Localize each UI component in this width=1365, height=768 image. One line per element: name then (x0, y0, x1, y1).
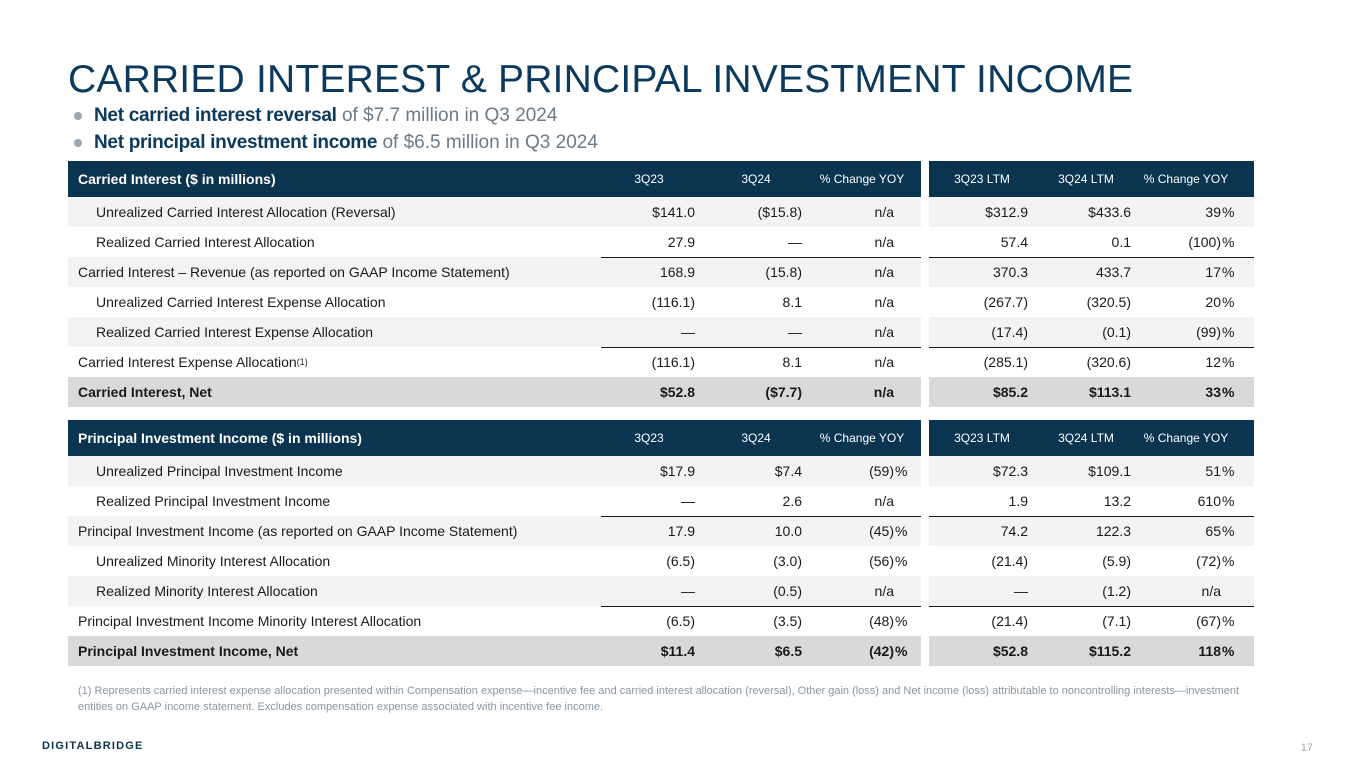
header-3q23: 3Q23 (634, 431, 664, 445)
table-row-total (68, 636, 1254, 666)
cell-3q24: 2.6 (782, 493, 802, 509)
cell-change: (56) % (869, 553, 908, 569)
cell-3q23: — (681, 583, 695, 599)
cell-3q24-ltm: (7.1) (1102, 613, 1131, 629)
page-title: CARRIED INTEREST & PRINCIPAL INVESTMENT INCOME (68, 58, 1134, 101)
cell-ltm-change: 39 % (1205, 204, 1235, 220)
cell-3q23: $52.8 (659, 384, 695, 400)
cell-3q24-ltm: 0.1 (1111, 234, 1131, 250)
cell-3q23-ltm: (267.7) (983, 294, 1028, 310)
row-label: Unrealized Carried Interest Allocation (Reversal) (96, 204, 396, 220)
bullet-highlight: Net principal investment income (94, 132, 378, 153)
carried-interest-table (68, 161, 1254, 407)
table-row-subtotal (68, 347, 1254, 377)
cell-ltm-change: (100) % (1188, 234, 1235, 250)
cell-3q24: ($15.8) (757, 204, 802, 220)
principal-investment-table (68, 420, 1254, 666)
cell-3q23-ltm: 74.2 (1000, 523, 1028, 539)
header-3q24-ltm: 3Q24 LTM (1058, 431, 1114, 445)
cell-3q24: (15.8) (765, 264, 802, 280)
header-3q24: 3Q24 (741, 172, 771, 186)
cell-3q24: (3.0) (773, 553, 802, 569)
cell-change: n/a (874, 204, 894, 220)
header-label: Principal Investment Income ($ in millions) (78, 430, 362, 446)
table-row (68, 197, 1254, 227)
cell-3q23-ltm: (21.4) (991, 613, 1028, 629)
cell-3q23-ltm: (285.1) (983, 354, 1028, 370)
cell-3q24: $7.4 (774, 463, 802, 479)
cell-ltm-change: n/a (1201, 583, 1221, 599)
cell-change: (59) % (869, 463, 908, 479)
table-row-subtotal (68, 257, 1254, 287)
cell-3q24: — (788, 324, 802, 340)
cell-3q24: 8.1 (782, 294, 802, 310)
cell-3q23: (116.1) (651, 294, 695, 310)
cell-3q24: $6.5 (774, 643, 802, 659)
cell-3q24: ($7.7) (765, 384, 802, 400)
header-3q24-ltm: 3Q24 LTM (1058, 172, 1114, 186)
cell-3q23: $141.0 (652, 204, 695, 220)
row-label: Unrealized Minority Interest Allocation (96, 553, 331, 569)
header-ltm-change-yoy: % Change YOY (1143, 172, 1229, 186)
cell-3q23: (116.1) (651, 354, 695, 370)
row-label: Unrealized Carried Interest Expense Allocation (96, 294, 386, 310)
cell-3q23-ltm: — (1014, 583, 1028, 599)
cell-ltm-change: (72) % (1196, 553, 1235, 569)
cell-3q24: — (788, 234, 802, 250)
table-row-subtotal (68, 606, 1254, 636)
cell-3q23: — (681, 493, 695, 509)
cell-3q24-ltm: (0.1) (1102, 324, 1131, 340)
row-label: Realized Minority Interest Allocation (96, 583, 318, 599)
cell-3q23: 27.9 (667, 234, 695, 250)
row-label: Carried Interest Expense Allocation (1) (78, 354, 308, 370)
bullet-item (72, 102, 598, 129)
header-change-yoy: % Change YOY (819, 172, 905, 186)
cell-3q24-ltm: 122.3 (1095, 523, 1131, 539)
cell-3q23-ltm: (17.4) (991, 324, 1028, 340)
row-label: Realized Carried Interest Allocation (96, 234, 315, 250)
row-label: Realized Carried Interest Expense Allocation (96, 324, 374, 340)
cell-3q23-ltm: 370.3 (992, 264, 1028, 280)
cell-3q24: (3.5) (773, 613, 802, 629)
table-row (68, 576, 1254, 606)
cell-ltm-change: (67) % (1196, 613, 1235, 629)
table-row (68, 227, 1254, 257)
cell-3q23: 168.9 (659, 264, 695, 280)
cell-change: (48) % (869, 613, 908, 629)
row-label: Carried Interest – Revenue (as reported on GAAP Income Statement) (78, 264, 510, 280)
cell-3q23: — (681, 324, 695, 340)
cell-3q23-ltm: $85.2 (992, 384, 1028, 400)
cell-3q24-ltm: $109.1 (1088, 463, 1131, 479)
cell-3q24: 10.0 (774, 523, 802, 539)
cell-3q23: $17.9 (659, 463, 695, 479)
cell-3q24-ltm: $113.1 (1088, 384, 1131, 400)
bullet-text: of $7.7 million in Q3 2024 (336, 105, 558, 126)
table-row (68, 486, 1254, 516)
cell-3q23: 17.9 (667, 523, 695, 539)
bullet-item (72, 129, 598, 156)
bullet-highlight: Net carried interest reversal (94, 105, 337, 126)
cell-ltm-change: 610 % (1197, 493, 1235, 509)
cell-3q23: (6.5) (666, 613, 695, 629)
cell-ltm-change: 51 % (1205, 463, 1235, 479)
cell-3q23-ltm: 57.4 (1000, 234, 1028, 250)
cell-ltm-change: 65 % (1205, 523, 1235, 539)
cell-3q24-ltm: $433.6 (1088, 204, 1131, 220)
cell-3q24-ltm: (320.5) (1086, 294, 1131, 310)
bullet-text: of $6.5 million in Q3 2024 (377, 132, 598, 153)
header-3q24: 3Q24 (741, 431, 771, 445)
row-label: Principal Investment Income Minority Interest Allocation (78, 613, 422, 629)
table-row (68, 456, 1254, 486)
cell-3q24-ltm: $115.2 (1088, 643, 1131, 659)
table-row (68, 546, 1254, 576)
header-label: Carried Interest ($ in millions) (78, 171, 276, 187)
cell-3q24: 8.1 (782, 354, 802, 370)
cell-3q23-ltm: (21.4) (991, 553, 1028, 569)
cell-3q24: (0.5) (773, 583, 802, 599)
cell-change: (45) % (869, 523, 908, 539)
cell-ltm-change: 17 % (1205, 264, 1235, 280)
cell-3q23-ltm: $72.3 (992, 463, 1028, 479)
cell-3q23-ltm: $312.9 (985, 204, 1028, 220)
cell-3q24-ltm: (320.6) (1086, 354, 1131, 370)
cell-3q23: (6.5) (666, 553, 695, 569)
header-3q23: 3Q23 (634, 172, 664, 186)
table-row-subtotal (68, 516, 1254, 546)
header-3q23-ltm: 3Q23 LTM (954, 431, 1010, 445)
cell-change: n/a (874, 234, 894, 250)
cell-ltm-change: 118 % (1198, 643, 1235, 659)
cell-ltm-change: 20 % (1205, 294, 1235, 310)
cell-change: n/a (874, 324, 894, 340)
row-label: Unrealized Principal Investment Income (96, 463, 343, 479)
row-label: Realized Principal Investment Income (96, 493, 331, 509)
cell-change: n/a (874, 294, 894, 310)
cell-ltm-change: (99) % (1196, 324, 1235, 340)
cell-3q23-ltm: $52.8 (992, 643, 1028, 659)
cell-3q24-ltm: 13.2 (1103, 493, 1131, 509)
table-row (68, 287, 1254, 317)
table-row (68, 317, 1254, 347)
cell-change: n/a (874, 354, 894, 370)
header-change-yoy: % Change YOY (819, 431, 905, 445)
cell-change: n/a (874, 264, 894, 280)
header-3q23-ltm: 3Q23 LTM (954, 172, 1010, 186)
cell-3q23-ltm: 1.9 (1008, 493, 1028, 509)
footnote: (1) Represents carried interest expense allocation presented within Compensation expense—incentive fee and carried interest allocation (reversal), Other gain (loss) and Net income (loss) attributable to noncontrolling interests—investment entities on GAAP income statement. Excludes compensation expense associated with incentive fee income. (78, 685, 1240, 713)
cell-ltm-change: 12 % (1205, 354, 1235, 370)
cell-ltm-change: 33 % (1205, 384, 1235, 400)
row-label: Carried Interest, Net (78, 384, 212, 400)
table-header (68, 161, 1254, 197)
cell-change: n/a (874, 493, 894, 509)
summary-bullets (72, 102, 598, 156)
page-number: 17 (1300, 742, 1313, 754)
company-logo: DIGITALBRIDGE (42, 740, 144, 752)
table-row-total (68, 377, 1254, 407)
cell-change: n/a (873, 384, 894, 400)
header-ltm-change-yoy: % Change YOY (1143, 431, 1229, 445)
cell-3q23: $11.4 (660, 643, 695, 659)
cell-change: n/a (874, 583, 894, 599)
cell-3q24-ltm: (1.2) (1102, 583, 1131, 599)
cell-3q24-ltm: 433.7 (1095, 264, 1131, 280)
row-label: Principal Investment Income, Net (78, 643, 299, 659)
cell-3q24-ltm: (5.9) (1102, 553, 1131, 569)
cell-change: (42) % (869, 643, 908, 659)
row-label: Principal Investment Income (as reported on GAAP Income Statement) (78, 523, 518, 539)
table-header (68, 420, 1254, 456)
